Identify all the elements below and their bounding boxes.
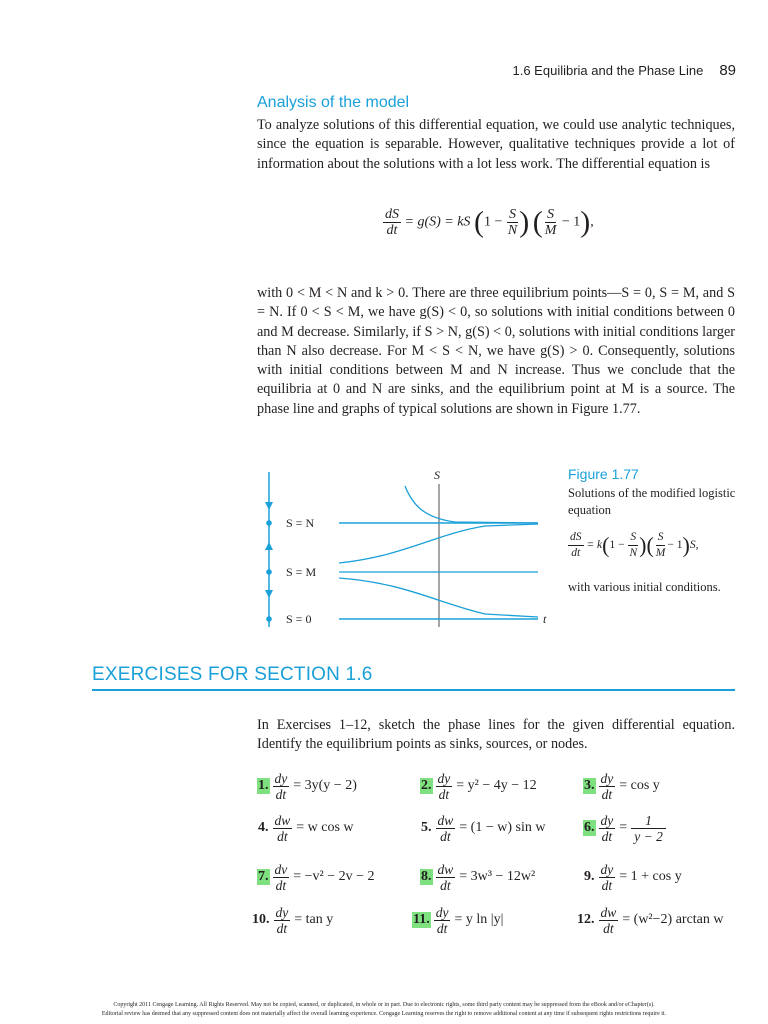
derivative-fraction xyxy=(568,530,584,561)
exercise-item xyxy=(257,808,354,848)
frac-den: dt xyxy=(601,828,613,844)
equilibrium-dot-0 xyxy=(266,616,272,622)
label-s-equals-m: S = M xyxy=(286,565,317,579)
exercises-intro: In Exercises 1–12, sketch the phase lines for the given differential equation. Identify the equilibrium points as sinks, sources, or nodes. xyxy=(257,717,735,753)
frac-num: dv xyxy=(274,861,288,877)
derivative-fraction xyxy=(273,813,293,844)
frac-num: S xyxy=(656,530,666,546)
equation-minus-one: − 1 xyxy=(561,214,581,230)
exercise-rhs: = (1 − w) sin w xyxy=(459,820,546,835)
exercise-number: 5. xyxy=(421,820,432,835)
frac-num: dy xyxy=(274,770,288,786)
frac-den: y − 2 xyxy=(634,828,663,844)
frac-num: 1 xyxy=(631,813,666,829)
equilibrium-dot-m xyxy=(266,569,272,575)
frac-num: dy xyxy=(435,904,449,920)
figure-caption-after: with various initial conditions. xyxy=(568,580,721,594)
solution-above-n xyxy=(405,486,538,523)
frac-den: dt xyxy=(386,223,398,238)
frac-den: N xyxy=(507,223,518,238)
frac-den: dt xyxy=(276,920,288,936)
exercise-rhs: = −v² − 2v − 2 xyxy=(293,869,375,884)
fig-eq-minus-one: − 1 xyxy=(667,539,683,552)
copyright-notice xyxy=(0,1001,768,1019)
equation-one-minus: 1 − xyxy=(483,214,503,230)
frac-num: dy xyxy=(275,904,289,920)
intro-paragraph: To analyze solutions of this differential equation, we could use analytic techniques, since the equation is separable. However, qualitative techniques provide a lot of information about the solutions with a lot less work. The differential equation is xyxy=(257,117,735,172)
frac-den: dt xyxy=(440,828,451,844)
frac-den: dt xyxy=(438,786,450,802)
label-s-equals-0: S = 0 xyxy=(286,612,312,626)
frac-num: dw xyxy=(437,861,454,877)
exercise-number: 4. xyxy=(258,820,269,835)
paren-open: ( xyxy=(646,532,654,558)
fig-eq-k: = k xyxy=(586,539,603,552)
analysis-paragraph: with 0 < M < N and k > 0. There are three equilibrium points—S = 0, S = M, and S = N. If 0 < S < M, we have g(S) < 0, so solutions with initial conditions between 0 and M decrease. Similarly, if S > N, g(S) < 0, solutions with initial conditions larger than N also decrease. For M < S < N, we have g(S) > 0. Consequently, solutions with initial conditions between M and N increase. Thus we conclude that the equilibria at 0 and N are sinks, and the equilibrium point at M is a source. The phase line and graphs of typical solutions are shown in Figure 1.77. xyxy=(257,285,735,417)
exercise-rhs: = 1 + cos y xyxy=(619,869,682,884)
frac-num: dS xyxy=(385,207,399,222)
t-axis-label: t xyxy=(543,612,547,626)
exercise-number: 7. xyxy=(258,869,269,884)
frac-den: dt xyxy=(440,877,451,893)
copyright-line-2: Editorial review has deemed that any suppressed content does not materially affect the overall learning experience. Cengage Learning reserves the right to remove additional content at any time if subsequent rights restrictions require it. xyxy=(101,1011,667,1017)
exercise-item xyxy=(420,857,535,897)
frac-den: dt xyxy=(603,920,614,936)
frac-num: dS xyxy=(568,530,584,546)
solution-below-m xyxy=(339,578,538,617)
running-head xyxy=(513,62,737,79)
section-title: Analysis of the model xyxy=(257,94,410,111)
page-number: 89 xyxy=(719,62,736,79)
exercise-number: 6. xyxy=(584,820,595,835)
figure-label: Figure 1.77 xyxy=(568,466,639,482)
rhs-fraction xyxy=(631,813,666,844)
exercise-number: 2. xyxy=(421,778,432,793)
exercise-item xyxy=(420,766,537,806)
equation-mid: = g(S) = kS xyxy=(404,214,471,230)
frac-den: N xyxy=(629,547,638,559)
derivative-fraction xyxy=(434,905,451,936)
frac-den: dt xyxy=(601,877,613,893)
arrow-down-icon xyxy=(265,502,273,510)
frac-den: dt xyxy=(275,877,287,893)
exercise-item xyxy=(583,857,682,897)
figure-1-77 xyxy=(255,462,555,632)
exercise-number: 3. xyxy=(584,778,595,793)
exercise-rhs: = y ln |y| xyxy=(454,912,504,927)
exercise-rhs: = (w²−2) arctan w xyxy=(622,912,724,927)
s-over-m xyxy=(543,207,559,238)
exercise-number: 1. xyxy=(258,778,269,793)
paren-close: ) xyxy=(682,532,690,558)
arrow-down-icon xyxy=(265,590,273,598)
exercise-item xyxy=(583,766,660,806)
frac-num: dw xyxy=(437,812,454,828)
derivative-fraction xyxy=(274,905,291,936)
exercise-item xyxy=(257,766,357,806)
frac-num: dw xyxy=(600,904,617,920)
frac-num: S xyxy=(547,207,555,222)
exercise-rhs: = y² − 4y − 12 xyxy=(456,778,537,793)
paren-close: ) xyxy=(580,205,591,239)
main-equation xyxy=(383,207,594,238)
derivative-fraction xyxy=(273,771,290,802)
exercise-rhs: = 3y(y − 2) xyxy=(293,778,357,793)
arrow-up-icon xyxy=(265,542,273,550)
frac-num: dy xyxy=(437,770,451,786)
derivative-fraction xyxy=(383,207,401,238)
frac-num: dy xyxy=(600,770,614,786)
s-over-n xyxy=(506,207,519,238)
derivative-fraction xyxy=(436,813,456,844)
derivative-fraction xyxy=(436,862,456,893)
exercise-rhs: = 3w³ − 12w² xyxy=(459,869,536,884)
exercise-number: 12. xyxy=(577,912,595,927)
copyright-line-1: Copyright 2011 Cengage Learning. All Rights Reserved. May not be copied, scanned, or duplicated, in whole or in part. Due to electronic rights, some third party content may be suppressed from the eBook and/or eChapter(s). xyxy=(113,1002,655,1008)
solution-between-m-n xyxy=(339,524,538,563)
frac-num: dy xyxy=(600,812,614,828)
exercise-number: 8. xyxy=(421,869,432,884)
derivative-fraction xyxy=(599,813,616,844)
exercise-rhs: = w cos w xyxy=(296,820,354,835)
frac-den: M xyxy=(544,223,557,238)
derivative-fraction xyxy=(599,771,616,802)
derivative-fraction xyxy=(599,905,619,936)
exercises-rule xyxy=(92,689,735,691)
frac-num: dw xyxy=(274,812,291,828)
s-axis-label: S xyxy=(434,468,440,482)
fig-eq-one-minus: 1 − xyxy=(609,539,625,552)
running-head-title: 1.6 Equilibria and the Phase Line xyxy=(512,63,704,78)
exercise-number: 9. xyxy=(584,869,595,884)
label-s-equals-n: S = N xyxy=(286,516,315,530)
derivative-fraction xyxy=(436,771,453,802)
exercise-item xyxy=(257,857,375,897)
equation-end: , xyxy=(590,214,594,230)
frac-den: dt xyxy=(436,920,448,936)
frac-den: dt xyxy=(275,786,287,802)
s-over-n xyxy=(627,530,639,561)
derivative-fraction xyxy=(273,862,290,893)
equals-sign: = xyxy=(619,820,628,835)
frac-num: S xyxy=(509,207,517,222)
exercise-number: 10. xyxy=(252,912,270,927)
exercise-number: 11. xyxy=(413,912,430,927)
frac-den: M xyxy=(655,547,666,559)
exercise-item xyxy=(412,900,503,940)
frac-den: dt xyxy=(601,786,613,802)
paren-open: ( xyxy=(602,532,610,558)
figure-caption: Solutions of the modified logistic equation xyxy=(568,486,736,517)
paren-close: ) xyxy=(519,205,530,239)
paren-open: ( xyxy=(473,205,484,239)
exercise-item xyxy=(576,900,724,940)
exercise-rhs: = cos y xyxy=(619,778,660,793)
s-over-m xyxy=(654,530,668,561)
exercise-item xyxy=(583,808,670,848)
exercises-heading: EXERCISES FOR SECTION 1.6 xyxy=(92,664,373,685)
frac-den: dt xyxy=(277,828,288,844)
exercise-rhs: = tan y xyxy=(294,912,334,927)
figure-equation xyxy=(568,530,698,561)
exercise-item xyxy=(251,900,333,940)
frac-num: S xyxy=(628,530,638,546)
equilibrium-dot-n xyxy=(266,520,272,526)
derivative-fraction xyxy=(599,862,616,893)
frac-num: dy xyxy=(600,861,614,877)
fig-eq-end: S, xyxy=(689,539,699,552)
paren-open: ( xyxy=(532,205,543,239)
exercise-item xyxy=(420,808,545,848)
frac-den: dt xyxy=(571,547,581,559)
paren-close: ) xyxy=(639,532,647,558)
